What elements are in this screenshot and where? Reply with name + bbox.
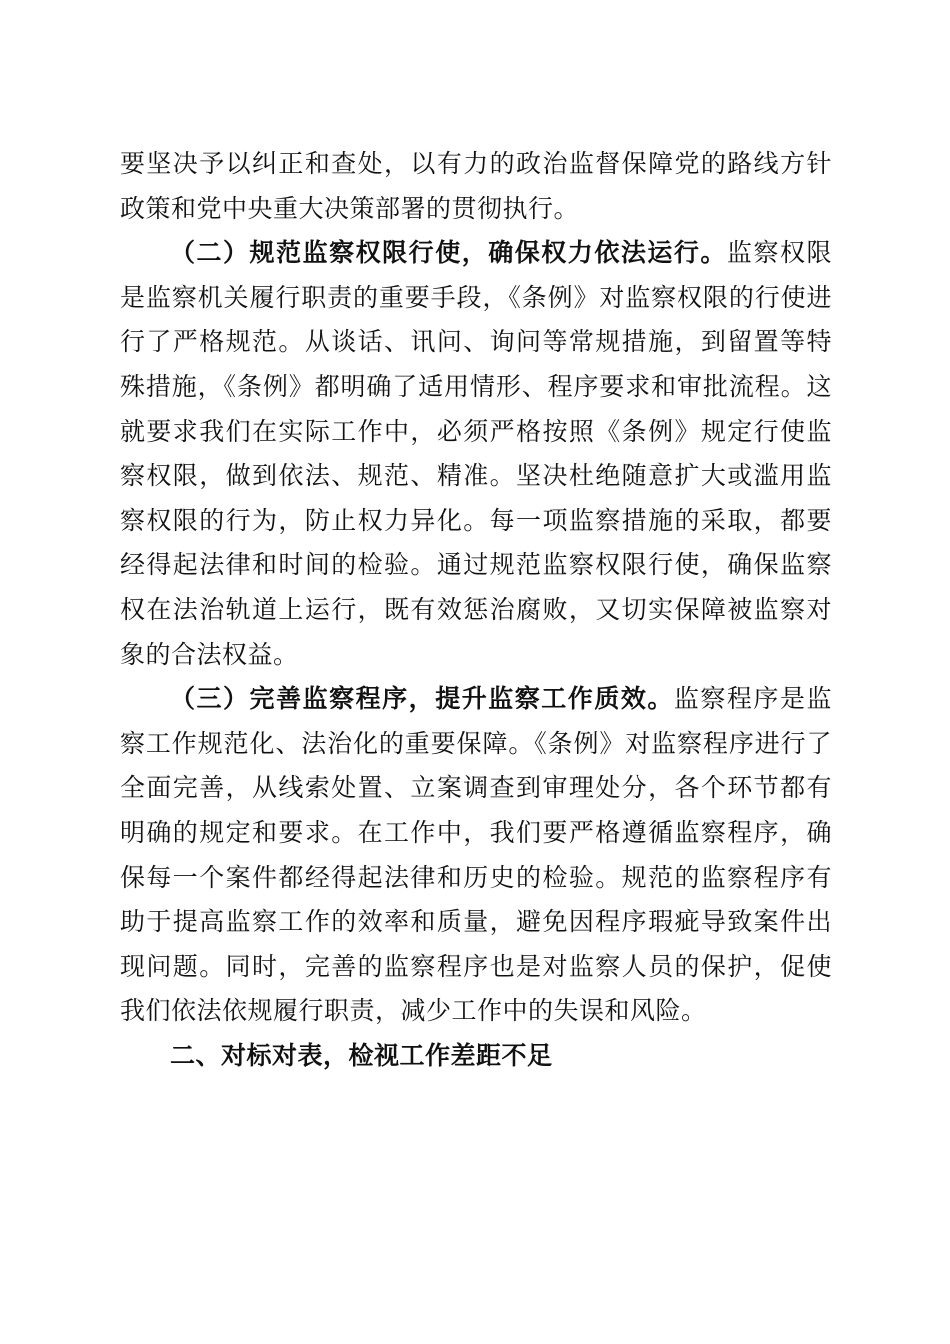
paragraph-supervision-authority [120,231,832,677]
paragraph-body-text: 监察权限是监察机关履行职责的重要手段，《条例》对监察权限的行使进行了严格规范。从谈话、讯问、询问等常规措施，到留置等特殊措施，《条例》都明确了适用情形、程序要求和审批流程。这就要求我们在实际工作中，必须严格按照《条例》规定行使监察权限，做到依法、规范、精准。坚决杜绝随意扩大或滥用监察权限的行为，防止权力异化。每一项监察措施的采取，都要经得起法律和时间的检验。通过规范监察权限行使，确保监察权在法治轨道上运行，既有效惩治腐败，又切实保障被监察对象的合法权益。 [120,238,832,669]
paragraph-supervision-procedure [120,677,832,1034]
section-heading: 二、对标对表，检视工作差距不足 [170,1040,553,1070]
paragraph-continuation [120,142,832,231]
paragraph-body-text: 监察程序是监察工作规范化、法治化的重要保障。《条例》对监察程序进行了全面完善，从线索处置、立案调查到审理处分，各个环节都有明确的规定和要求。在工作中，我们要严格遵循监察程序，确保每一个案件都经得起法律和历史的检验。规范的监察程序有助于提高监察工作的效率和质量，避免因程序瑕疵导致案件出现问题。同时，完善的监察程序也是对监察人员的保护，促使我们依法依规履行职责，减少工作中的失误和风险。 [120,684,832,1026]
paragraph-lead-heading: （三）完善监察程序，提升监察工作质效。 [170,684,674,714]
paragraph-lead-heading: （二）规范监察权限行使，确保权力依法运行。 [170,238,727,268]
document-body [120,142,832,1078]
paragraph-body-text: 要坚决予以纠正和查处，以有力的政治监督保障党的路线方针政策和党中央重大决策部署的贯彻执行。 [120,149,832,223]
